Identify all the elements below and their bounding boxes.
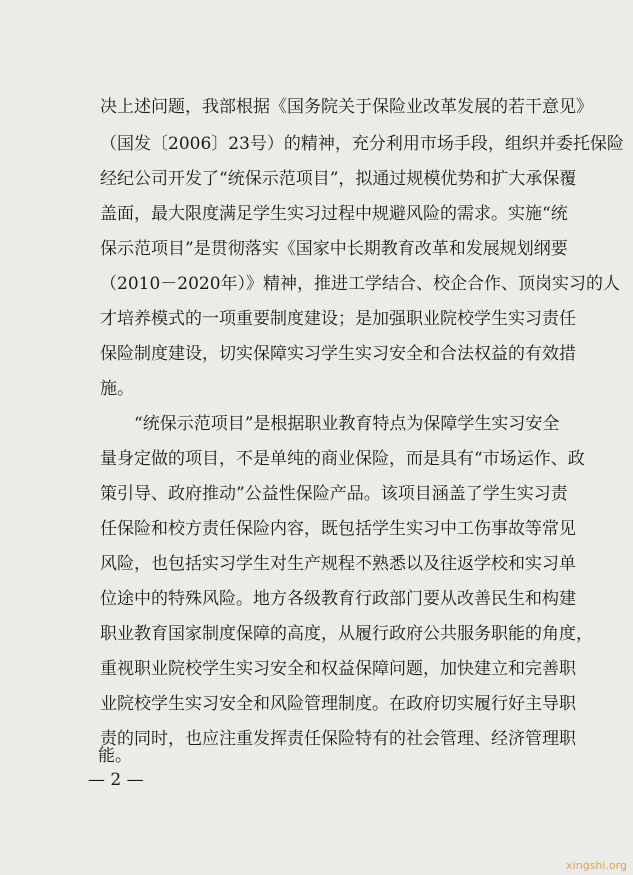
text-line: “统保示范项目”是根据职业教育特点为保障学生实习安全: [100, 414, 560, 434]
text-line: 位途中的特殊风险。地方各级教育行政部门要从改善民生和构建: [100, 589, 576, 609]
text-line: 风险，也包括实习学生对生产规程不熟悉以及往返学校和实习单: [100, 554, 576, 574]
watermark: xingshi.org: [566, 859, 627, 872]
text-line: 施。: [100, 379, 134, 399]
text-line: 重视职业院校学生实习安全和权益保障问题，加快建立和完善职: [100, 659, 576, 679]
text-line: （国发〔2006〕23号）的精神，充分利用市场手段，组织并委托保险: [100, 134, 624, 154]
text-line: 盖面，最大限度满足学生实习过程中规避风险的需求。实施“统: [100, 204, 568, 224]
text-line: 责的同时，也应注重发挥责任保险特有的社会管理、经济管理职: [100, 729, 576, 749]
text-line: 策引导、政府推动”公益性保险产品。该项目涵盖了学生实习责: [100, 484, 568, 504]
page-number: — 2 —: [88, 770, 144, 790]
text-line: 任保险和校方责任保险内容，既包括学生实习中工伤事故等常见: [100, 519, 576, 539]
text-line: 业院校学生实习安全和风险管理制度。在政府切实履行好主导职: [100, 694, 576, 714]
text-line: 职业教育国家制度保障的高度，从履行政府公共服务职能的角度，: [100, 624, 593, 644]
text-line: 保示范项目”是贯彻落实《国家中长期教育改革和发展规划纲要: [100, 239, 568, 259]
text-line: 决上述问题，我部根据《国务院关于保险业改革发展的若干意见》: [100, 97, 593, 117]
text-line: 经纪公司开发了“统保示范项目”，拟通过规模优势和扩大承保覆: [100, 169, 577, 189]
text-line: 才培养模式的一项重要制度建设；是加强职业院校学生实习责任: [100, 309, 576, 329]
text-line: 能。: [98, 746, 132, 766]
text-line: （2010－2020年）》精神，推进工学结合、校企合作、顶岗实习的人: [100, 274, 621, 294]
text-line: 保险制度建设，切实保障实习学生实习安全和合法权益的有效措: [100, 344, 576, 364]
text-line: 量身定做的项目，不是单纯的商业保险，而是具有“市场运作、政: [100, 449, 585, 469]
